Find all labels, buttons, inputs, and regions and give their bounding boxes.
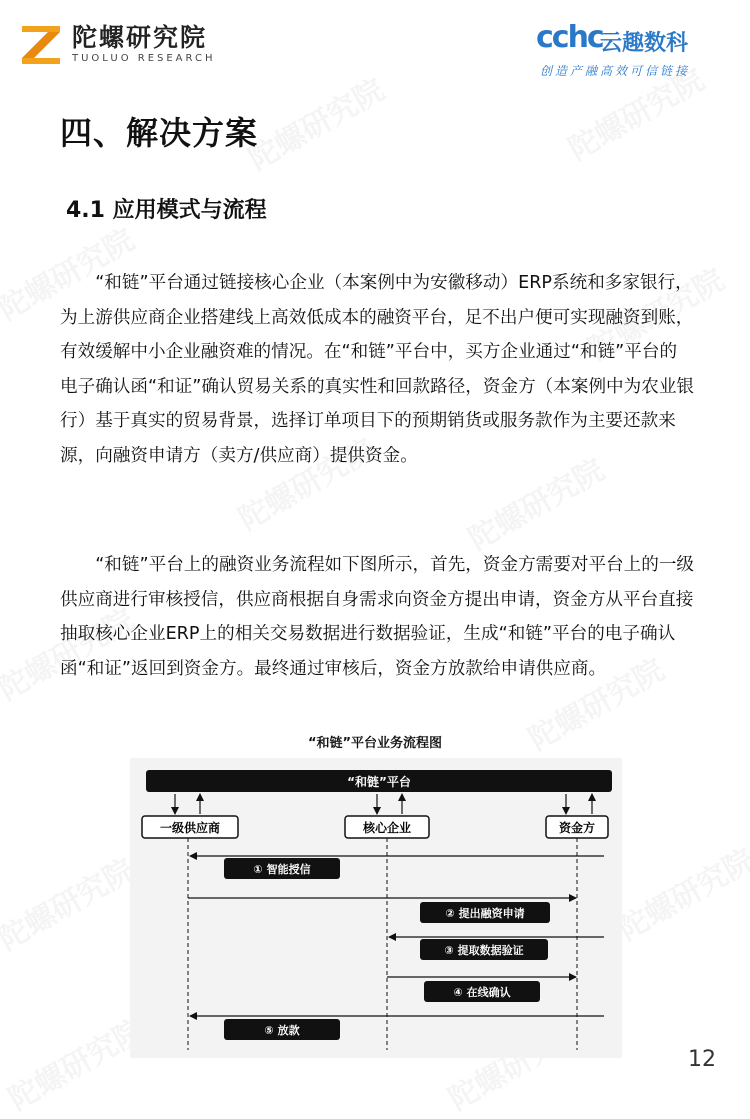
watermark xyxy=(0,1005,151,1118)
diagram-title: “和链”平台业务流程图 xyxy=(307,736,443,751)
watermark xyxy=(0,845,141,958)
flow-step: ③ 提取数据验证 xyxy=(444,944,524,957)
flow-step: ⑤ 放款 xyxy=(264,1024,300,1037)
brand-logo xyxy=(18,22,215,66)
actor-label: 核心企业 xyxy=(362,821,412,835)
partner-mark: cchc xyxy=(536,20,603,55)
actor-label: 资金方 xyxy=(558,821,596,835)
brand-name-cn: 陀螺研究院 xyxy=(72,22,208,52)
flow-step: ④ 在线确认 xyxy=(453,986,511,999)
partner-logo xyxy=(536,18,706,80)
brand-name-en: TUOLUO RESEARCH xyxy=(72,52,216,64)
actor-label: 一级供应商 xyxy=(159,821,221,835)
partner-slogan: 创造产融高效可信链接 xyxy=(540,64,691,78)
brand-z-icon xyxy=(18,22,64,66)
partner-name: 云趣数科 xyxy=(600,31,689,56)
platform-label: “和链”平台 xyxy=(347,775,411,789)
page-number: 12 xyxy=(688,1047,716,1072)
watermark xyxy=(609,835,750,948)
page-header xyxy=(0,0,750,90)
flow-step: ② 提出融资申请 xyxy=(445,907,525,920)
subsection-title: 4.1 应用模式与流程 xyxy=(66,198,267,223)
flow-step: ① 智能授信 xyxy=(253,863,311,876)
body-paragraph: “和链”平台通过链接核心企业（本案例中为安徽移动）ERP系统和多家银行，为上游供应商企业搭建线上高效低成本的融资平台，足不出户便可实现融资到账，有效缓解中小企业融资难的情况。在“和链”平台中，买方企业通过“和链”平台的电子确认函“和证”确认贸易关系的真实性和回款路径，资金方（本案例中为农业银行）基于真实的贸易背景，选择订单项目下的预期销货或服务款作为主要还款来源，向融资申请方（卖方/供应商）提供资金。 xyxy=(60,273,695,466)
body-paragraph: “和链”平台上的融资业务流程如下图所示，首先，资金方需要对平台上的一级供应商进行审核授信，供应商根据自身需求向资金方提出申请，资金方从平台直接抽取核心企业ERP上的相关交易数据进行数据验证，生成“和链”平台的电子确认函“和证”返回到资金方。最终通过审核后，资金方放款给申请供应商。 xyxy=(60,555,695,679)
section-title: 四、解决方案 xyxy=(60,114,259,152)
flow-diagram xyxy=(130,758,622,1058)
